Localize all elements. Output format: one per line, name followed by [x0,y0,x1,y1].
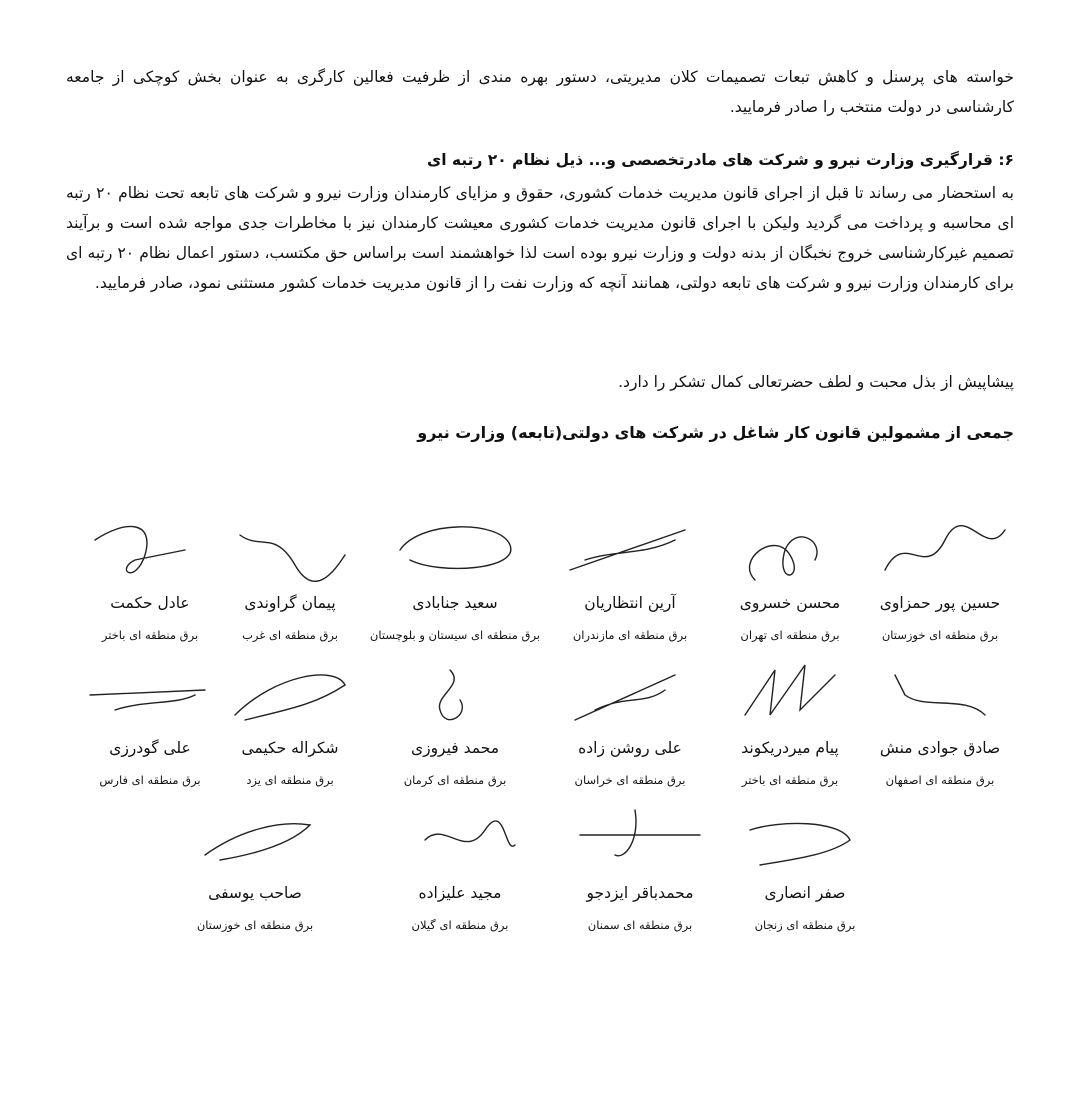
signatory-organization: برق منطقه ای مازندران [572,628,688,642]
signatory-name: عادل حکمت [110,594,190,612]
signatory-name: صاحب یوسفی [208,884,302,902]
signatory-organization: برق منطقه ای خوزستان [196,918,314,932]
signatory-organization: برق منطقه ای خراسان [574,773,686,787]
signatory-name: شکراله حکیمی [241,739,339,757]
signatory-organization: برق منطقه ای گیلان [411,918,509,932]
signatory-block [170,800,340,950]
handwritten-signature [730,800,880,880]
signatory-name: صادق جوادی منش [879,739,1001,757]
signatory-organization: برق منطقه ای سمنان [587,918,693,932]
signatory-organization: برق منطقه ای فارس [99,773,201,787]
signatory-organization: برق منطقه ای اصفهان [885,773,995,787]
handwritten-signature [380,510,530,590]
signatory-name: محمدباقر ایزدجو [586,884,694,902]
signatory-organization: برق منطقه ای زنجان [754,918,856,932]
signatory-block [855,655,1025,805]
section-heading-6: ۶: قرارگیری وزارت نیرو و شرکت های مادرتخصصی و... ذیل نظام ۲۰ رتبه ای [427,151,1014,169]
signatory-organization: برق منطقه ای یزد [246,773,334,787]
signatory-organization: برق منطقه ای سیستان و بلوچستان [369,628,540,642]
signatory-block [545,510,715,660]
paragraph-thanks: پیشاپیش از بذل محبت و لطف حضرتعالی کمال تشکر را دارد. [618,373,1014,391]
handwritten-signature [555,510,705,590]
signatory-name: پیمان گراوندی [244,594,336,612]
signatory-name: سعید جنابادی [412,594,498,612]
handwritten-signature [75,655,225,735]
signatory-organization: برق منطقه ای کرمان [403,773,507,787]
signatory-block [375,800,545,950]
signatory-block [65,510,235,660]
signatory-block [855,510,1025,660]
signatory-organization: برق منطقه ای باختر [101,628,199,642]
signatory-block [370,510,540,660]
handwritten-signature [75,510,225,590]
signatory-block [545,655,715,805]
signatory-block [65,655,235,805]
signatory-name: علی روشن زاده [578,739,682,757]
paragraph-intro: خواسته های پرسنل و کاهش تبعات تصمیمات کلان مدیریتی، دستور بهره مندی از ظرفیت فعالین کارگری به عنوان بخش کوچکی از جامعه کارشناسی در دولت منتخب را صادر فرمایید. [66,68,1014,116]
signatory-name: پیام میردریکوند [741,739,839,757]
handwritten-signature [715,655,865,735]
signatory-organization: برق منطقه ای باختر [741,773,839,787]
signatory-name: محسن خسروی [739,594,841,612]
handwritten-signature [715,510,865,590]
signatory-name: صفر انصاری [764,884,846,902]
handwritten-signature [380,655,530,735]
signatory-name: مجید علیزاده [418,884,502,902]
signatory-organization: برق منطقه ای تهران [740,628,840,642]
signatory-block [555,800,725,950]
signatory-block [705,510,875,660]
signatory-name: آرین انتظاریان [584,594,676,612]
signatory-block [705,655,875,805]
signatory-name: حسین پور حمزاوی [879,594,1001,612]
handwritten-signature [865,655,1015,735]
signatory-block [370,655,540,805]
handwritten-signature [180,800,330,880]
handwritten-signature [555,655,705,735]
signatories-heading: جمعی از مشمولین قانون کار شاغل در شرکت های دولتی(تابعه) وزارت نیرو [417,423,1014,442]
paragraph-section-6: به استحضار می رساند تا قبل از اجرای قانون مدیریت خدمات کشوری، حقوق و مزایای کارمندان وزارت نیرو و شرکت های تابعه تحت نظام ۲۰ رتبه ای محاسبه و پرداخت می گردید ولیکن با اجرای قانون مدیریت خدمات کشوری معیشت کارمندان نیز با مخاطرات جدی مواجه شده است و برآیند تصمیم غیرکارشناسی خروج نخبگان از بدنه دولت و وزارت نیرو بوده است لذا خواهشمند است براساس حق مکتسب، دستور اعمال نظام ۲۰ رتبه ای برای کارمندان وزارت نیرو و شرکت های تابعه دولتی، همانند آنچه که وزارت نفت را از قانون مدیریت خدمات کشور مستثنی نمود، صادر فرمایید. [66,184,1014,292]
handwritten-signature [215,655,365,735]
handwritten-signature [865,510,1015,590]
signatory-block [720,800,890,950]
signatory-organization: برق منطقه ای غرب [242,628,338,642]
signatory-organization: برق منطقه ای خوزستان [881,628,999,642]
signatory-name: علی گودرزی [109,739,191,757]
handwritten-signature [385,800,535,880]
signatory-name: محمد فیروزی [410,739,500,757]
handwritten-signature [565,800,715,880]
handwritten-signature [215,510,365,590]
